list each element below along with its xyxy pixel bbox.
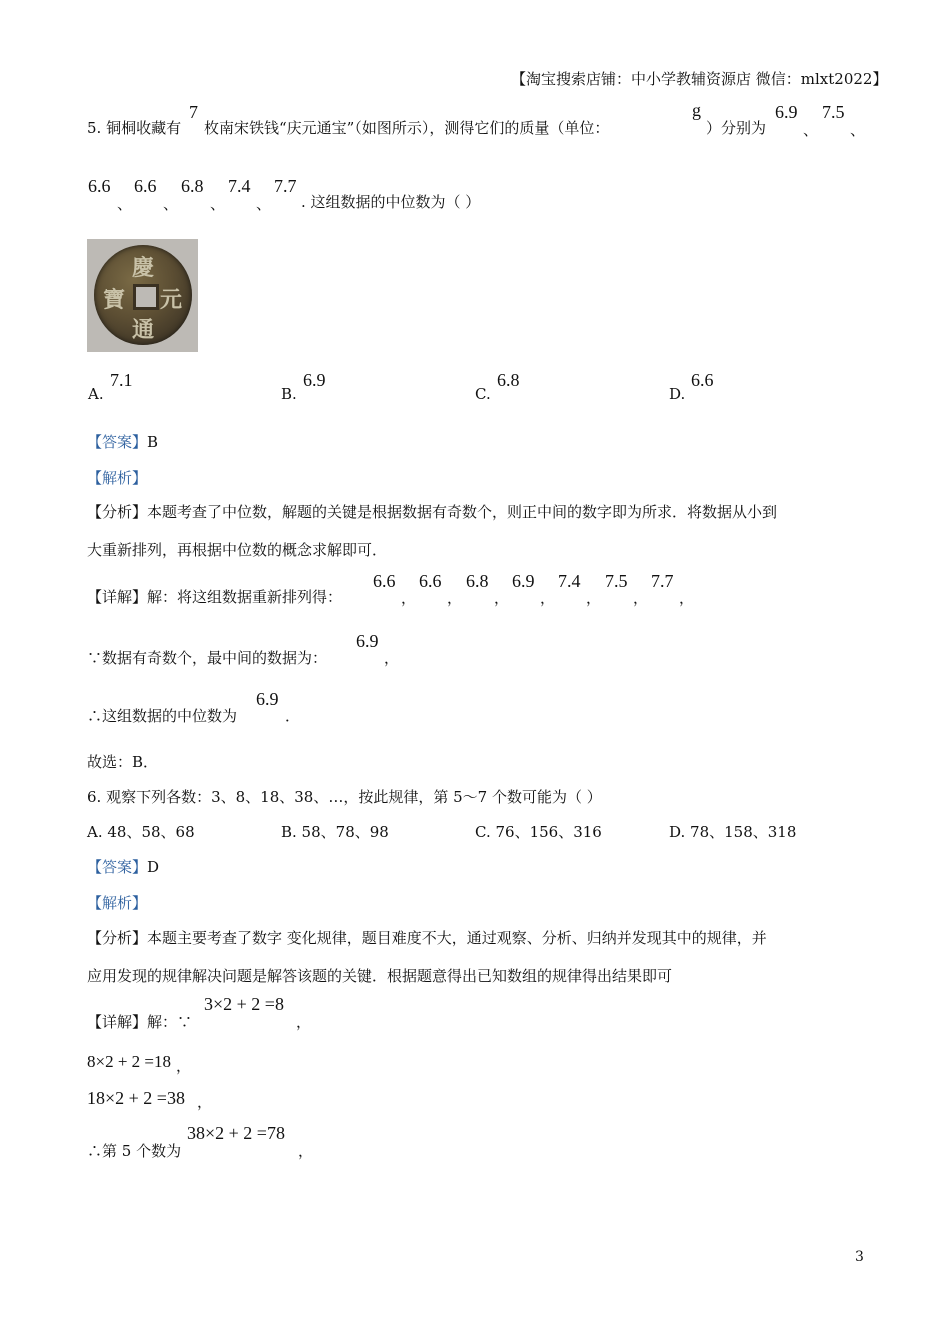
q6-equation-2: 8×2 + 2 =18 xyxy=(87,1052,172,1071)
coin-char-top: 慶 xyxy=(132,255,155,281)
q5-value-4: 6.6 xyxy=(134,176,157,196)
q5-option-b-value: 6.9 xyxy=(303,370,326,390)
q5-sep: 、 xyxy=(117,195,133,213)
q5-choose: 故选：B． xyxy=(87,753,159,771)
q5-option-d-value: 6.6 xyxy=(691,370,714,390)
q6-equation-4: 38×2 + 2 =78 xyxy=(187,1123,285,1143)
q6-fenxi-tag: 【分析】 xyxy=(87,929,148,947)
page-number: 3 xyxy=(855,1249,864,1265)
q5-count: 7 xyxy=(189,102,198,122)
q5-end: . 这组数据的中位数为（ ） xyxy=(301,193,481,211)
q6-option-d: D. 78、158、318 xyxy=(669,823,797,841)
q5-sorted-7: 7.7 xyxy=(651,571,674,591)
q6-comma: ， xyxy=(296,1013,312,1031)
q5-sep: 、 xyxy=(850,121,866,139)
coin-hole xyxy=(133,284,159,310)
q6-fenxi-text: 本题主要考查了数字 变化规律，题目难度不大，通过观察、分析、归纳并发现其中的规律，并 xyxy=(147,929,767,947)
q5-sorted-4: 6.9 xyxy=(512,571,535,591)
q5-comma: ， xyxy=(540,589,556,607)
coin-char-bottom: 通 xyxy=(132,317,155,343)
q5-option-a-letter: A. xyxy=(88,385,104,403)
q5-sorted-2: 6.6 xyxy=(419,571,442,591)
q5-sep: 、 xyxy=(803,121,819,139)
coin-char-left: 寶 xyxy=(103,287,126,313)
q5-sep: 、 xyxy=(163,195,179,213)
q5-option-c-value: 6.8 xyxy=(497,370,520,390)
q5-because-text: ∵数据有奇数个，最中间的数据为： xyxy=(87,649,328,667)
q5-fenxi-text: 本题考查了中位数，解题的关键是根据数据有奇数个，则正中间的数字即为所求．将数据从小到 xyxy=(147,503,778,521)
q6-option-c: C. 76、156、316 xyxy=(475,823,602,841)
q5-therefore-text: ∴这组数据的中位数为 xyxy=(87,707,238,725)
q6-fifth-prefix: ∴第 5 个数为 xyxy=(87,1142,182,1160)
q5-option-b-letter: B. xyxy=(281,385,297,403)
q5-sep: 、 xyxy=(256,195,272,213)
q6-comma: ， xyxy=(176,1057,192,1075)
q5-fenxi-line2: 大重新排列，再根据中位数的概念求解即可． xyxy=(87,541,388,559)
q5-value-7: 7.7 xyxy=(274,176,297,196)
q6-fenxi-line2: 应用发现的规律解决问题是解答该题的关键．根据题意得出已知数组的规律得出结果即可 xyxy=(87,967,673,985)
q6-option-b: B. 58、78、98 xyxy=(281,823,389,841)
q5-comma: ， xyxy=(447,589,463,607)
q5-sorted-5: 7.4 xyxy=(558,571,581,591)
q5-value-5: 6.8 xyxy=(181,176,204,196)
q5-comma: ， xyxy=(679,589,695,607)
q5-value-3: 6.6 xyxy=(88,176,111,196)
coin-char-right: 元 xyxy=(160,287,183,313)
q5-answer xyxy=(87,431,158,452)
q5-value-2: 7.5 xyxy=(822,102,845,122)
q5-therefore-value: 6.9 xyxy=(256,689,279,709)
q5-option-c-letter: C. xyxy=(475,385,491,403)
q5-fenxi-line1 xyxy=(87,501,777,522)
q5-detail-text: 解：将这组数据重新排列得： xyxy=(147,588,343,606)
q5-value-1: 6.9 xyxy=(775,102,798,122)
header-note: 【淘宝搜索店铺：中小学教辅资源店 微信：mlxt2022】 xyxy=(511,70,888,88)
q5-sorted-6: 7.5 xyxy=(605,571,628,591)
q6-comma: ， xyxy=(197,1093,213,1111)
q6-comma: ， xyxy=(298,1142,314,1160)
q5-sorted-3: 6.8 xyxy=(466,571,489,591)
q6-analysis-tag: 【解析】 xyxy=(87,894,148,912)
q6-equation-1: 3×2 + 2 =8 xyxy=(204,994,284,1014)
q5-mid: 枚南宋铁钱“庆元通宝”（如图所示），测得它们的质量（单位： xyxy=(204,119,610,137)
q5-unit: g xyxy=(692,100,701,120)
q5-option-a-value: 7.1 xyxy=(110,370,133,390)
coin-disc xyxy=(94,245,192,345)
q5-analysis-tag: 【解析】 xyxy=(87,469,148,487)
q5-detail-tag: 【详解】 xyxy=(87,588,148,606)
q5-comma: ， xyxy=(586,589,602,607)
q5-comma: ， xyxy=(494,589,510,607)
q5-detail xyxy=(87,586,342,607)
q5-answer-tag: 【答案】 xyxy=(87,433,148,451)
q6-detail xyxy=(87,1011,192,1032)
q6-option-a: A. 48、58、68 xyxy=(87,823,195,841)
q5-sorted-1: 6.6 xyxy=(373,571,396,591)
q5-prefix: 5. 铜桐收藏有 xyxy=(87,119,182,137)
coin-image xyxy=(87,239,198,352)
q5-comma: ， xyxy=(401,589,417,607)
q5-option-d-letter: D. xyxy=(669,385,686,403)
q6-equation-3: 18×2 + 2 =38 xyxy=(87,1088,185,1108)
q6-detail-tag: 【详解】 xyxy=(87,1013,148,1031)
q5-after-unit: ）分别为 xyxy=(706,119,767,137)
q6-question: 6. 观察下列各数：3、8、18、38、…，按此规律，第 5～7 个数可能为（ ） xyxy=(87,788,602,806)
q6-answer xyxy=(87,856,159,877)
q5-period: ． xyxy=(285,707,301,725)
q5-comma: ， xyxy=(633,589,649,607)
q6-answer-tag: 【答案】 xyxy=(87,858,148,876)
q6-detail-prefix: 解：∵ xyxy=(147,1013,193,1031)
q6-answer-value: D xyxy=(147,858,160,876)
q5-value-6: 7.4 xyxy=(228,176,251,196)
q5-because-value: 6.9 xyxy=(356,631,379,651)
q5-fenxi-tag: 【分析】 xyxy=(87,503,148,521)
q6-fenxi-line1 xyxy=(87,927,767,948)
q5-comma: ， xyxy=(384,649,400,667)
q5-answer-value: B xyxy=(147,433,159,451)
q5-sep: 、 xyxy=(210,195,226,213)
